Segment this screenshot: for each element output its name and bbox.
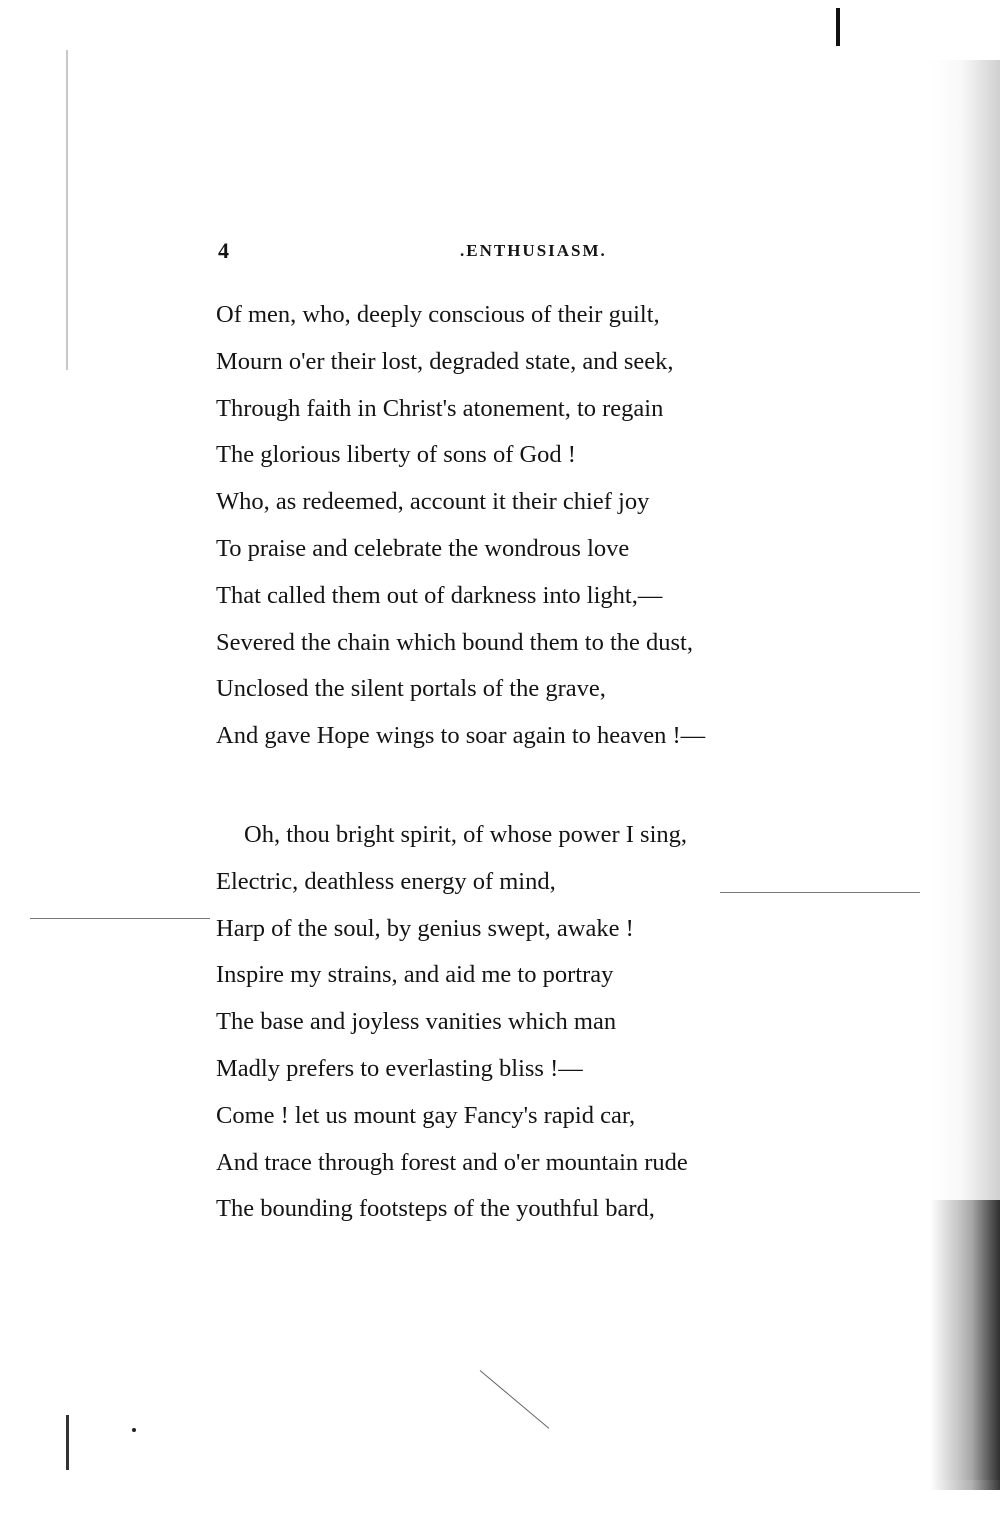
verse-line: The base and joyless vanities which man bbox=[216, 1008, 617, 1036]
page-number: 4 bbox=[218, 238, 229, 263]
scan-stray-line bbox=[720, 892, 920, 893]
verse-line: Who, as redeemed, account it their chief joy bbox=[216, 488, 650, 516]
running-head: .ENTHUSIASM. bbox=[460, 241, 607, 260]
verse-line: Oh, thou bright spirit, of whose power I sing, bbox=[244, 821, 687, 848]
verse-line: And gave Hope wings to soar again to heaven !— bbox=[216, 722, 706, 750]
stanza bbox=[216, 292, 705, 760]
verse-line: Of men, who, deeply conscious of their guilt, bbox=[216, 301, 660, 328]
scan-stray-line bbox=[30, 918, 210, 919]
stanza bbox=[216, 812, 688, 1233]
left-margin-bracket bbox=[66, 1415, 69, 1470]
left-margin-mark bbox=[66, 50, 68, 370]
verse-line: The glorious liberty of sons of God ! bbox=[216, 441, 576, 469]
verse-line: Electric, deathless energy of mind, bbox=[216, 867, 556, 895]
page-edge-shadow-dark bbox=[930, 1200, 1000, 1490]
verse-line: And trace through forest and o'er mountain rude bbox=[216, 1148, 688, 1176]
verse-line: Come ! let us mount gay Fancy's rapid car, bbox=[216, 1101, 636, 1129]
scan-speck bbox=[132, 1428, 136, 1432]
verse-line: Madly prefers to everlasting bliss !— bbox=[216, 1054, 583, 1082]
verse-line: Inspire my strains, and aid me to portray bbox=[216, 961, 614, 989]
scan-stray-line bbox=[480, 1370, 550, 1429]
verse-line: Through faith in Christ's atonement, to regain bbox=[216, 394, 664, 422]
verse-line: Mourn o'er their lost, degraded state, and seek, bbox=[216, 347, 674, 375]
verse-line: That called them out of darkness into light,— bbox=[216, 581, 663, 609]
verse-line: Severed the chain which bound them to the dust, bbox=[216, 628, 693, 656]
verse-line: Unclosed the silent portals of the grave, bbox=[216, 675, 606, 703]
verse-line: To praise and celebrate the wondrous love bbox=[216, 534, 630, 562]
verse-line: Harp of the soul, by genius swept, awake ! bbox=[216, 914, 634, 942]
verse-line: The bounding footsteps of the youthful bard, bbox=[216, 1195, 655, 1223]
top-margin-mark bbox=[836, 8, 840, 46]
page-header bbox=[218, 238, 718, 272]
